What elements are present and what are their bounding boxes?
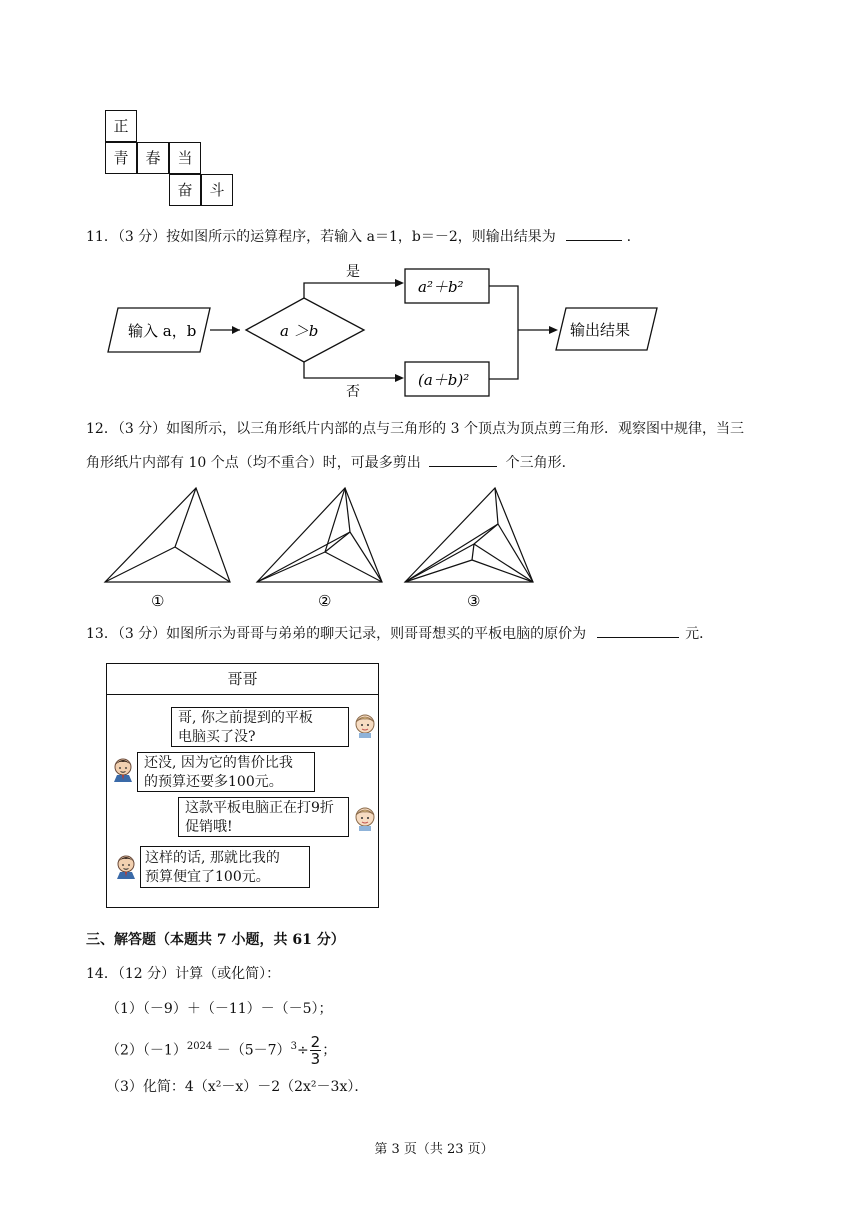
expr-part: －（5－7） (216, 1042, 291, 1059)
chat-bubble-brother (171, 707, 349, 747)
chat-bubble-elder (140, 846, 310, 888)
numerator: 2 (310, 1033, 321, 1051)
triangle-figure-2 (257, 488, 382, 582)
arrow-icon (232, 326, 240, 334)
denominator: 3 (310, 1050, 321, 1068)
net-cell: 青 (105, 142, 137, 174)
question-end: . (626, 229, 632, 245)
question-14-head: 14．（12 分）计算（或化简）： (86, 966, 281, 982)
expr-end: ； (322, 1042, 337, 1059)
question-text: 13．（3 分）如图所示为哥哥与弟弟的聊天记录，则哥哥想买的平板电脑的原价为 (86, 626, 587, 642)
figure-label-2: ② (318, 592, 332, 610)
net-cell: 春 (137, 142, 169, 174)
answer-blank (429, 452, 497, 467)
yes-result: a²＋b² (418, 278, 464, 296)
section-title: 三、解答题（本题共 7 小题，共 61 分） (86, 932, 345, 948)
question-text-end: 个三角形． (505, 455, 576, 471)
chat-message: 这款平板电脑正在打9折 促销哦! (185, 800, 334, 835)
no-result: (a＋b)² (418, 371, 470, 389)
exponent: 3 (290, 1040, 297, 1052)
question-end: 元． (685, 626, 714, 642)
question-14-part-3: （3）化简：4（x²－x）－2（2x²－3x）． (106, 1079, 369, 1095)
net-cell: 当 (169, 142, 201, 174)
flowchart (100, 258, 660, 398)
no-label: 否 (346, 384, 360, 398)
condition-label: a ＞b (280, 322, 319, 340)
triangle-figures (100, 482, 540, 612)
triangle-figure-1 (105, 488, 230, 582)
chat-message: 这样的话, 那就比我的 预算便宜了100元。 (145, 850, 280, 885)
yes-label: 是 (346, 264, 360, 280)
chat-title: 哥哥 (107, 664, 378, 695)
net-cell: 正 (105, 110, 137, 142)
chat-bubble-brother (178, 797, 349, 837)
question-text: 角形纸片内部有 10 个点（均不重合）时，可最多剪出 (86, 455, 421, 471)
chat-bubble-elder (137, 752, 315, 792)
man-avatar-icon (115, 853, 137, 879)
question-14-part-2 (106, 1034, 336, 1067)
arrow-icon (395, 374, 404, 382)
fraction (310, 1034, 322, 1067)
question-12-line2 (86, 452, 576, 473)
net-cell: 奋 (169, 174, 201, 206)
answer-blank (566, 226, 622, 241)
question-text: 11．（3 分）按如图所示的运算程序，若输入 a＝1，b＝－2，则输出结果为 (86, 229, 556, 245)
exponent: 2024 (186, 1040, 213, 1052)
expr-part: （2）（－1） (106, 1042, 187, 1059)
input-label: 输入 a，b (128, 322, 197, 340)
chat-message: 哥, 你之前提到的平板 电脑买了没? (178, 710, 313, 745)
figure-label-1: ① (151, 592, 165, 610)
answer-blank (597, 623, 679, 638)
chat-message: 还没, 因为它的售价比我 的预算还要多100元。 (144, 755, 293, 790)
question-12-line1: 12．（3 分）如图所示，以三角形纸片内部的点与三角形的 3 个顶点为顶点剪三角形．观察图中规律，当三 (86, 421, 744, 437)
figure-label-3: ③ (467, 592, 481, 610)
arrow-icon (549, 326, 558, 334)
triangle-figure-3 (405, 488, 533, 582)
output-label: 输出结果 (570, 321, 631, 339)
question-13 (86, 623, 713, 644)
man-avatar-icon (112, 756, 134, 782)
page-footer: 第 3 页（共 23 页） (374, 1142, 494, 1157)
arrow-icon (395, 279, 404, 287)
boy-avatar-icon (354, 712, 376, 738)
divide-sign: ÷ (296, 1042, 309, 1059)
boy-avatar-icon (354, 805, 376, 831)
question-11 (86, 226, 631, 247)
question-14-part-1: （1）（－9）＋（－11）－（－5）； (106, 1001, 333, 1017)
net-cell: 斗 (201, 174, 233, 206)
